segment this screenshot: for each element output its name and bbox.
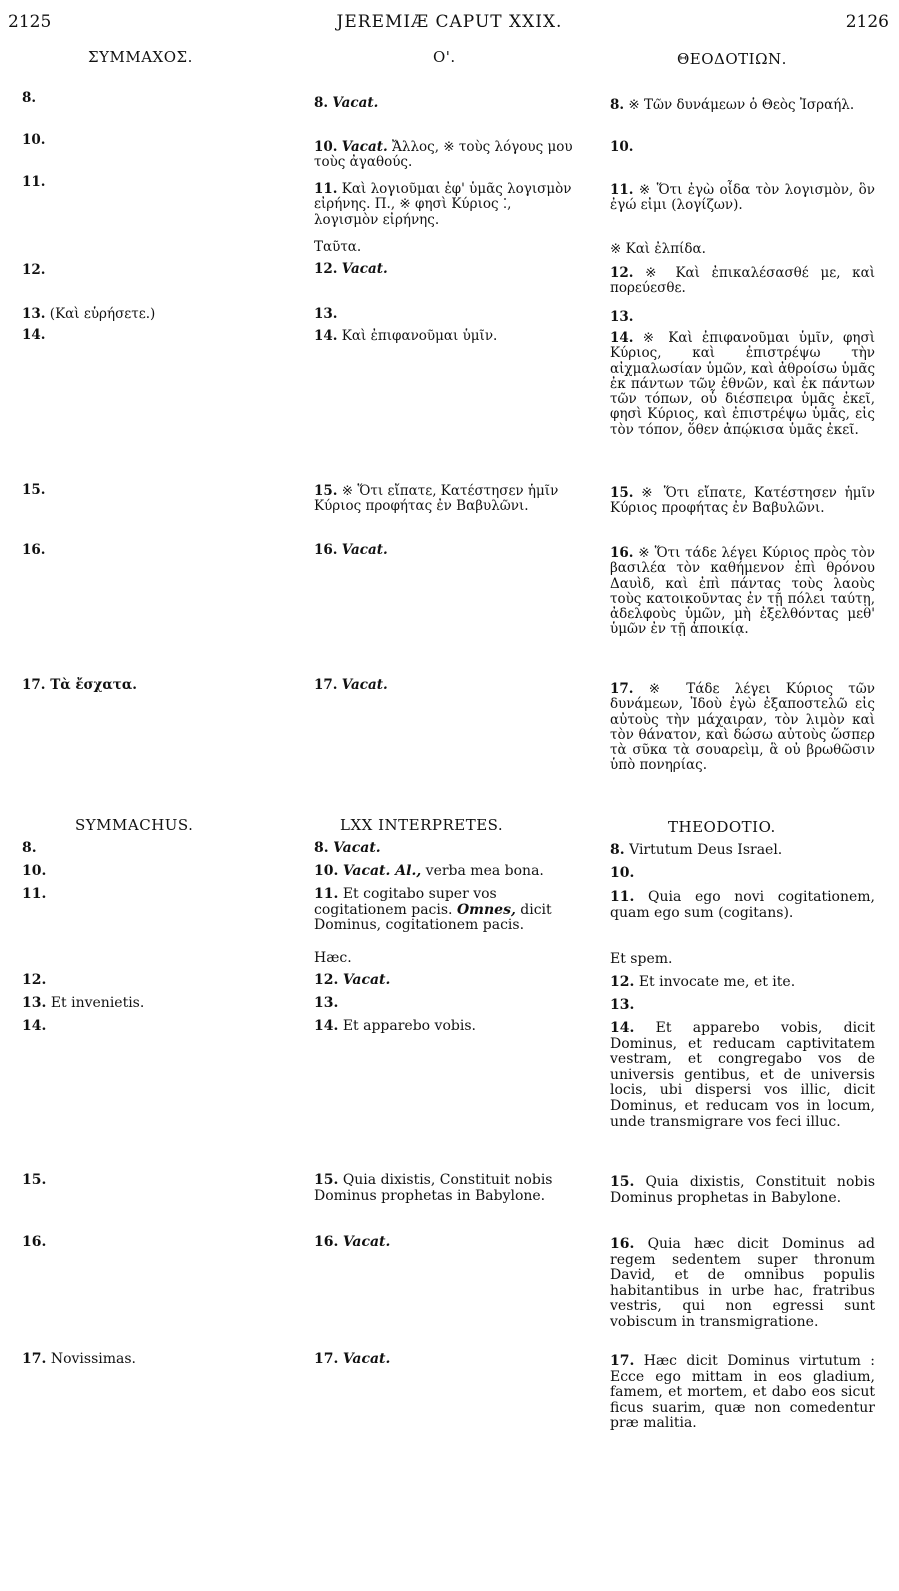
greek-theo-verse: 13. <box>610 309 634 325</box>
greek-lxx-verse: 8. Vacat. <box>314 95 379 111</box>
greek-theo-verse: 14. ※ Καὶ ἐπιφανοῦμαι ὑμῖν, φησὶ Κύριος, καὶ ἐπιστρέψω τὴν αἰχμαλωσίαν ὑμῶν, καὶ ἀθροίσω ὑμᾶς ἐκ πάντων τῶν ἐθνῶν, καὶ ἐκ πάντων τῶν τόπων, οὗ διέσπειρα ὑμᾶς ἐκεῖ, φησὶ Κύριος, καὶ ἐπιστρέψω ὑμᾶς, εἰς τὸν τόπον, ὅθεν ἀπῴκισα ὑμᾶς ἐκεῖ. <box>610 330 875 438</box>
latin-header-theodotio: THEODOTIO. <box>668 818 776 836</box>
greek-lxx-verse: 12. Vacat. <box>314 261 388 277</box>
latin-theo-verse: 8. Virtutum Deus Israel. <box>610 842 783 858</box>
latin-theo-verse: 16. Quia hæc dicit Dominus ad regem sedentem super thronum David, et de omnibus populis habitantibus in urbe hac, fratribus vestris, qui non egressi sunt vobiscum in transmigratione. <box>610 1236 876 1330</box>
greek-sym-verse: 14. <box>22 327 46 343</box>
greek-theo-verse: 12. ※ Καὶ ἐπικαλέσασθέ με, καὶ πορεύεσθε. <box>610 265 876 297</box>
greek-sym-verse: 16. <box>22 542 46 558</box>
greek-lxx-verse: 13. <box>314 306 338 322</box>
greek-theo-verse: 16. ※ Ὅτι τάδε λέγει Κύριος πρὸς τὸν βασιλέα τὸν καθήμενον ἐπὶ θρόνου Δαυὶδ, καὶ ἐπὶ πάντας τοὺς λαοὺς τοὺς κατοικοῦντας ἐν τῇ πόλει ταύτῃ, ἀδελφοὺς ὑμῶν, μὴ ἐξελθόντας μεθ' ὑμῶν ἐν τῇ ἀποικίᾳ. <box>610 545 875 638</box>
right-page-number: 2126 <box>845 12 889 32</box>
greek-lxx-verse: 14. Καὶ ἐπιφανοῦμαι ὑμῖν. <box>314 328 498 344</box>
latin-lxx-verse: 10. Vacat. Al., verba mea bona. <box>314 863 544 879</box>
greek-sym-verse: 12. <box>22 262 46 278</box>
latin-sym-verse: 14. <box>22 1018 47 1034</box>
left-page-number: 2125 <box>8 12 52 32</box>
latin-sym-verse: 13. Et invenietis. <box>22 995 145 1011</box>
latin-lxx-verse: 16. Vacat. <box>314 1234 391 1250</box>
latin-lxx-verse: 12. Vacat. <box>314 972 391 988</box>
greek-theo-verse: ※ Καὶ ἐλπίδα. <box>610 241 706 257</box>
greek-header-symmachus: ΣΥΜΜΑΧΟΣ. <box>88 48 193 66</box>
latin-theo-verse: 17. Hæc dicit Dominus virtutum : Ecce ego mittam in eos gladium, famem, et mortem, et dabo eos sicut ficus suarim, quæ non comedentur præ malitia. <box>610 1353 876 1432</box>
greek-lxx-verse: 10. Vacat. Ἄλλος, ※ τοὺς λόγους μου τοὺς ἀγαθούς. <box>314 139 573 171</box>
latin-theo-verse: 10. <box>610 865 635 881</box>
latin-theo-verse: 14. Et apparebo vobis, dicit Dominus, et reducam captivitatem vestram, et congregabo vos de universis gentibus, et de universis locis, ubi dispersi vos illic, dicit Dominus, et reducam vos in locum, unde transmigrare vos feci illuc. <box>610 1020 876 1130</box>
greek-sym-verse: 15. <box>22 482 46 498</box>
greek-lxx-verse: 15. ※ Ὅτι εἴπατε, Κατέστησεν ἡμῖν Κύριος προφήτας ἐν Βαβυλῶνι. <box>314 483 559 515</box>
latin-theo-verse: 15. Quia dixistis, Constituit nobis Dominus prophetas in Babylone. <box>610 1174 876 1206</box>
latin-sym-verse: 16. <box>22 1234 47 1250</box>
greek-header-lxx: Ο'. <box>433 48 456 66</box>
greek-header-theodotion: ΘΕΟΔΟΤΙΩΝ. <box>677 50 787 68</box>
latin-lxx-verse: 14. Et apparebo vobis. <box>314 1018 476 1034</box>
greek-lxx-verse: 16. Vacat. <box>314 542 388 558</box>
latin-sym-verse: 11. <box>22 886 47 902</box>
latin-theo-verse: 13. <box>610 997 635 1013</box>
latin-lxx-verse: 13. <box>314 995 339 1011</box>
latin-theo-verse: 11. Quia ego novi cogitationem, quam ego sum (cogitans). <box>610 889 876 921</box>
greek-theo-verse: 15. ※ Ὅτι εἴπατε, Κατέστησεν ἡμῖν Κύριος προφήτας ἐν Βαβυλῶνι. <box>610 485 875 517</box>
latin-header-lxx: LXX INTERPRETES. <box>340 816 504 834</box>
greek-sym-verse: 8. <box>22 90 37 106</box>
greek-sym-verse: 11. <box>22 174 46 190</box>
latin-sym-verse: 12. <box>22 972 47 988</box>
latin-sym-verse: 10. <box>22 863 47 879</box>
latin-lxx-verse: Hæc. <box>314 950 352 966</box>
latin-theo-verse: Et spem. <box>610 951 673 967</box>
latin-lxx-verse: 11. Et cogitabo super vos cogitationem pacis. Omnes, dicit Dominus, cogitationem pacis. <box>314 886 552 934</box>
greek-theo-verse: 17. ※ Τάδε λέγει Κύριος τῶν δυνάμεων, Ἰδοὺ ἐγὼ ἐξαποστελῶ εἰς αὐτοὺς τὴν μάχαιραν, τὸν λιμὸν καὶ τὸν θάνατον, καὶ δώσω αὐτοὺς ὥσπερ τὰ σῦκα τὰ σουαρεὶμ, ἃ οὐ βρωθῶσιν ὑπὸ πονηρίας. <box>610 681 875 774</box>
greek-theo-verse: 8. ※ Τῶν δυνάμεων ὁ Θεὸς Ἰσραήλ. <box>610 97 855 113</box>
page-title: JEREMIÆ CAPUT XXIX. <box>336 12 563 32</box>
greek-lxx-verse: 11. Καὶ λογιοῦμαι ἐφ' ὑμᾶς λογισμὸν εἰρήνης. Π., ※ φησὶ Κύριος ⁚, λογισμὸν εἰρήνης. <box>314 181 572 228</box>
latin-lxx-verse: 17. Vacat. <box>314 1351 391 1367</box>
greek-sym-verse: 17. Τὰ ἔσχατα. <box>22 677 137 693</box>
greek-lxx-verse: 17. Vacat. <box>314 677 388 693</box>
latin-header-symmachus: SYMMACHUS. <box>75 816 194 834</box>
greek-lxx-verse: Ταῦτα. <box>314 239 362 255</box>
greek-theo-verse: 10. <box>610 139 634 155</box>
latin-sym-verse: 17. Novissimas. <box>22 1351 136 1367</box>
greek-sym-verse: 10. <box>22 132 46 148</box>
latin-lxx-verse: 8. Vacat. <box>314 840 381 856</box>
greek-theo-verse: 11. ※ Ὅτι ἐγὼ οἶδα τὸν λογισμὸν, ὃν ἐγώ εἰμι (λογίζων). <box>610 182 875 214</box>
latin-sym-verse: 8. <box>22 840 37 856</box>
latin-lxx-verse: 15. Quia dixistis, Constituit nobis Dominus prophetas in Babylone. <box>314 1172 553 1204</box>
greek-sym-verse: 13. (Καὶ εὑρήσετε.) <box>22 306 156 322</box>
latin-theo-verse: 12. Et invocate me, et ite. <box>610 974 796 990</box>
latin-sym-verse: 15. <box>22 1172 47 1188</box>
